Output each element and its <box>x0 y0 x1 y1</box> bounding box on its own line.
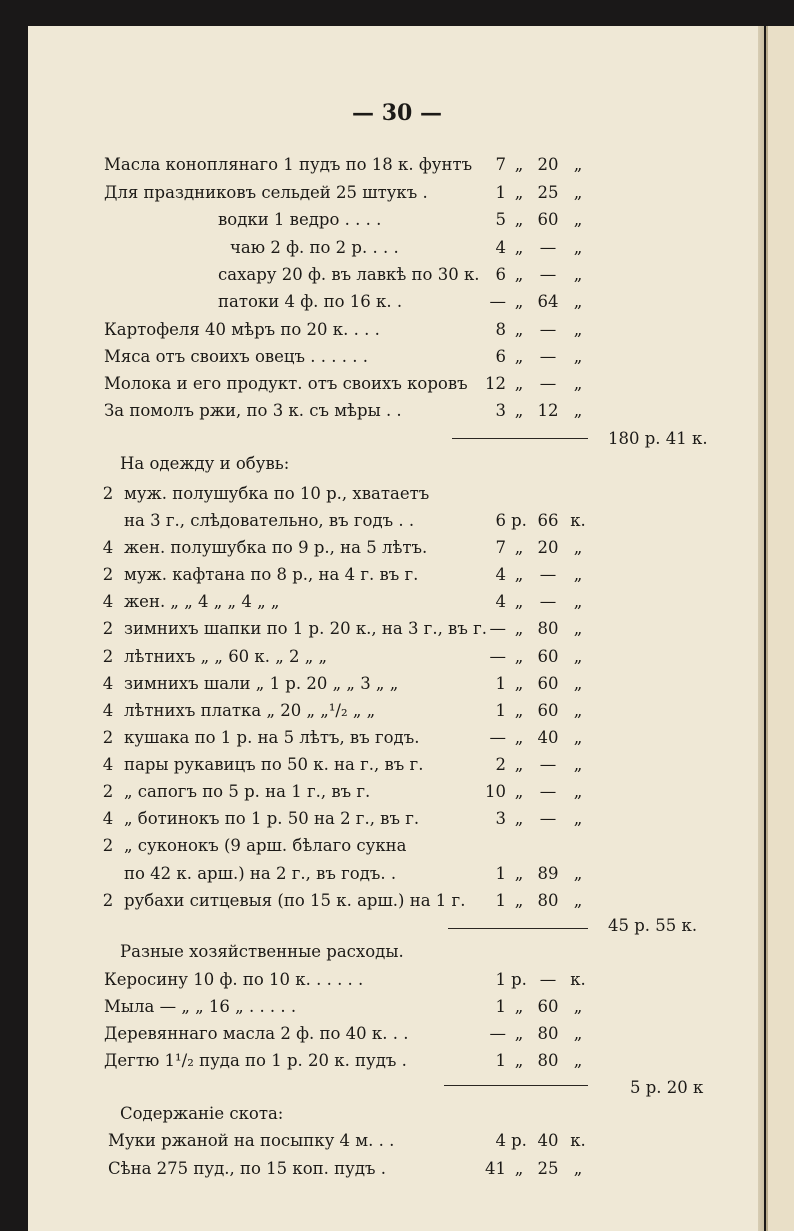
food-total: 180 р. 41 к. <box>608 429 708 448</box>
clothing-item-rubles <box>472 833 506 859</box>
clothing-item-kopecks <box>530 481 566 507</box>
food-item-label: Молока и его продукт. отъ своихъ коровъ <box>104 374 468 393</box>
clothing-item-label: лѣтнихъ „ „ 60 к. „ 2 „ „ <box>124 647 328 666</box>
clothing-item-kopecks: — <box>539 565 557 584</box>
clothing-item-separator: „ <box>514 647 524 666</box>
household-item-label: Деревяннаго масла 2 ф. по 40 к. . . <box>104 1024 409 1043</box>
food-item-kopecks: — <box>539 374 557 393</box>
livestock-item-label: Муки ржаной на посыпку 4 м. . . <box>108 1131 395 1150</box>
clothing-item-separator: „ <box>514 809 524 828</box>
food-item-kopecks: — <box>539 238 557 257</box>
food-item-rubles: 7 <box>495 155 506 174</box>
food-item-mark: „ <box>573 183 583 202</box>
clothing-item-separator: „ <box>514 891 524 910</box>
clothing-item-label: „ ботинокъ по 1 р. 50 на 2 г., въ г. <box>124 809 420 828</box>
clothing-item-qty: 2 <box>102 647 114 666</box>
livestock-item-separator: р. <box>511 1131 527 1150</box>
livestock-item-kopecks: 25 <box>537 1159 559 1178</box>
livestock-item-separator: „ <box>514 1159 524 1178</box>
household-item-mark: к. <box>570 970 586 989</box>
clothing-item-qty: 2 <box>102 891 114 910</box>
food-item-separator: „ <box>514 292 524 311</box>
food-item-mark: „ <box>573 238 583 257</box>
food-item-separator: „ <box>514 155 524 174</box>
clothing-item-qty: 2 <box>102 619 114 638</box>
food-item-mark: „ <box>573 210 583 229</box>
clothing-item-qty: 4 <box>102 755 114 774</box>
household-item-mark: „ <box>573 1024 583 1043</box>
livestock-item-mark: „ <box>573 1159 583 1178</box>
clothing-item-separator <box>508 481 530 507</box>
clothing-item-kopecks <box>530 833 566 859</box>
clothing-item-mark: „ <box>573 809 583 828</box>
clothing-subtotal-rule <box>448 928 588 929</box>
clothing-item-qty: 4 <box>102 592 114 611</box>
livestock-item-mark: к. <box>570 1131 586 1150</box>
clothing-item-mark: „ <box>573 755 583 774</box>
clothing-item-rubles: 7 <box>495 538 506 557</box>
clothing-item-separator: „ <box>514 864 524 883</box>
food-subtotal-rule <box>452 438 588 439</box>
clothing-item-separator: „ <box>514 674 524 693</box>
clothing-item-mark: „ <box>573 592 583 611</box>
food-item-separator: „ <box>514 374 524 393</box>
household-item-kopecks: — <box>539 970 557 989</box>
food-item-kopecks: 12 <box>537 401 559 420</box>
clothing-item-rubles: 1 <box>495 674 506 693</box>
clothing-item-rubles: 10 <box>485 782 506 801</box>
clothing-item-kopecks: 20 <box>537 538 559 557</box>
clothing-item-qty: 2 <box>102 836 114 855</box>
household-item-label: Керосину 10 ф. по 10 к. . . . . . <box>104 970 364 989</box>
livestock-item-label: Сѣна 275 пуд., по 15 коп. пудъ . <box>108 1159 386 1178</box>
clothing-item-rubles: 2 <box>495 755 506 774</box>
clothing-item-kopecks: 40 <box>537 728 559 747</box>
clothing-item-mark: „ <box>573 538 583 557</box>
food-item-rubles: 6 <box>495 347 506 366</box>
clothing-item-qty: 4 <box>102 538 114 557</box>
food-item-label: Картофеля 40 мѣръ по 20 к. . . . <box>104 320 380 339</box>
clothing-item-label: жен. полушубка по 9 р., на 5 лѣтъ. <box>124 538 428 557</box>
clothing-item-label: пары рукавицъ по 50 к. на г., въ г. <box>124 755 424 774</box>
food-item-separator: „ <box>514 183 524 202</box>
household-item-mark: „ <box>573 997 583 1016</box>
food-item-kopecks: 60 <box>537 210 559 229</box>
livestock-item-rubles: 4 <box>495 1131 506 1150</box>
clothing-item-rubles: — <box>489 728 506 747</box>
food-item-mark: „ <box>573 155 583 174</box>
clothing-item-rubles: 4 <box>495 565 506 584</box>
clothing-item-rubles: 4 <box>495 592 506 611</box>
food-item-kopecks: 64 <box>537 292 559 311</box>
clothing-item-separator: „ <box>514 755 524 774</box>
food-item-kopecks: — <box>539 320 557 339</box>
food-item-separator: „ <box>514 320 524 339</box>
clothing-item-label: кушака по 1 р. на 5 лѣтъ, въ годъ. <box>124 728 420 747</box>
clothing-item-qty <box>100 508 116 534</box>
clothing-item-mark: к. <box>570 511 586 530</box>
food-item-kopecks: 20 <box>537 155 559 174</box>
clothing-item-mark <box>566 833 590 859</box>
food-item-label: За помолъ ржи, по 3 к. съ мѣры . . <box>104 401 402 420</box>
food-item-mark: „ <box>573 374 583 393</box>
clothing-item-label: зимнихъ шали „ 1 р. 20 „ „ 3 „ „ <box>124 674 399 693</box>
household-subtotal-rule <box>444 1085 588 1086</box>
household-item-separator: „ <box>514 1051 524 1070</box>
clothing-item-label: муж. кафтана по 8 р., на 4 г. въ г. <box>124 565 419 584</box>
clothing-item-label: „ суконокъ (9 арш. бѣлаго сукна <box>124 836 407 855</box>
clothing-item-kopecks: 80 <box>537 619 559 638</box>
clothing-item-qty: 2 <box>102 484 114 503</box>
clothing-item-mark: „ <box>573 619 583 638</box>
clothing-item-label: по 42 к. арш.) на 2 г., въ годъ. . <box>124 864 397 883</box>
household-item-label: Дегтю 1¹/₂ пуда по 1 р. 20 к. пудъ . <box>104 1051 407 1070</box>
clothing-item-mark <box>566 481 590 507</box>
clothing-item-kopecks: — <box>539 782 557 801</box>
food-item-separator: „ <box>514 347 524 366</box>
household-item-mark: „ <box>573 1051 583 1070</box>
clothing-item-kopecks: 60 <box>537 647 559 666</box>
clothing-item-qty: 2 <box>102 565 114 584</box>
clothing-item-mark: „ <box>573 864 583 883</box>
clothing-item-qty <box>100 861 116 887</box>
clothing-item-kopecks: — <box>539 809 557 828</box>
clothing-item-label: жен. „ „ 4 „ „ 4 „ „ <box>124 592 280 611</box>
clothing-item-kopecks: 66 <box>537 511 559 530</box>
clothing-item-rubles: 1 <box>495 891 506 910</box>
clothing-item-kopecks: 80 <box>537 891 559 910</box>
food-item-kopecks: — <box>539 265 557 284</box>
food-item-rubles: 12 <box>485 374 506 393</box>
household-item-separator: „ <box>514 1024 524 1043</box>
clothing-item-rubles: 6 <box>495 511 506 530</box>
clothing-item-separator: р. <box>511 511 527 530</box>
clothing-item-separator: „ <box>514 782 524 801</box>
clothing-item-mark: „ <box>573 701 583 720</box>
household-item-separator: „ <box>514 997 524 1016</box>
food-item-label: Масла коноплянаго 1 пудъ по 18 к. фунтъ <box>104 155 473 174</box>
food-item-rubles: 6 <box>495 265 506 284</box>
household-heading: Разные хозяйственные расходы. <box>120 942 404 961</box>
clothing-item-rubles: — <box>489 619 506 638</box>
food-item-rubles: 5 <box>495 210 506 229</box>
food-item-rubles: 8 <box>495 320 506 339</box>
clothing-item-rubles: 3 <box>495 809 506 828</box>
food-item-separator: „ <box>514 238 524 257</box>
food-item-rubles: 4 <box>495 238 506 257</box>
clothing-item-kopecks: — <box>539 592 557 611</box>
clothing-item-label: лѣтнихъ платка „ 20 „ „¹/₂ „ „ <box>124 701 376 720</box>
household-item-kopecks: 80 <box>537 1024 559 1043</box>
food-item-rubles: 3 <box>495 401 506 420</box>
clothing-item-label: рубахи ситцевыя (по 15 к. арш.) на 1 г. <box>124 891 466 910</box>
food-item-label: сахару 20 ф. въ лавкѣ по 30 к. <box>218 265 480 284</box>
clothing-total: 45 р. 55 к. <box>608 916 698 935</box>
clothing-item-separator: „ <box>514 728 524 747</box>
household-total: 5 р. 20 к <box>630 1078 704 1097</box>
clothing-item-rubles: — <box>489 647 506 666</box>
clothing-item-rubles <box>472 481 506 507</box>
household-item-separator: р. <box>511 970 527 989</box>
clothing-item-kopecks: 89 <box>537 864 559 883</box>
food-item-rubles: — <box>489 292 506 311</box>
food-item-separator: „ <box>514 401 524 420</box>
household-item-label: Мыла — „ „ 16 „ . . . . . <box>104 997 297 1016</box>
clothing-item-label: муж. полушубка по 10 р., хватаетъ <box>124 484 430 503</box>
clothing-item-qty: 4 <box>102 809 114 828</box>
clothing-heading: На одежду и обувь: <box>120 454 290 473</box>
clothing-item-qty: 4 <box>102 674 114 693</box>
household-item-rubles: — <box>489 1024 506 1043</box>
page-number: — 30 — <box>352 100 442 126</box>
food-item-mark: „ <box>573 265 583 284</box>
clothing-item-qty: 2 <box>102 728 114 747</box>
food-item-separator: „ <box>514 265 524 284</box>
clothing-item-mark: „ <box>573 728 583 747</box>
food-item-mark: „ <box>573 401 583 420</box>
clothing-item-separator: „ <box>514 538 524 557</box>
clothing-item-separator: „ <box>514 619 524 638</box>
food-item-rubles: 1 <box>495 183 506 202</box>
food-item-mark: „ <box>573 292 583 311</box>
household-item-kopecks: 60 <box>537 997 559 1016</box>
clothing-item-separator: „ <box>514 565 524 584</box>
clothing-item-separator: „ <box>514 701 524 720</box>
clothing-item-mark: „ <box>573 674 583 693</box>
household-item-rubles: 1 <box>495 997 506 1016</box>
clothing-item-mark: „ <box>573 647 583 666</box>
clothing-item-label: зимнихъ шапки по 1 р. 20 к., на 3 г., въ г. <box>124 619 487 638</box>
clothing-item-kopecks: — <box>539 755 557 774</box>
clothing-item-mark: „ <box>573 782 583 801</box>
household-item-kopecks: 80 <box>537 1051 559 1070</box>
clothing-item-separator <box>508 833 530 859</box>
clothing-item-rubles: 1 <box>495 701 506 720</box>
clothing-item-mark: „ <box>573 891 583 910</box>
household-item-rubles: 1 <box>495 970 506 989</box>
clothing-item-mark: „ <box>573 565 583 584</box>
food-item-kopecks: 25 <box>537 183 559 202</box>
food-item-separator: „ <box>514 210 524 229</box>
food-item-label: Мяса отъ своихъ овецъ . . . . . . <box>104 347 368 366</box>
food-item-mark: „ <box>573 347 583 366</box>
clothing-item-label: на 3 г., слѣдовательно, въ годъ . . <box>124 511 415 530</box>
clothing-item-qty: 4 <box>102 701 114 720</box>
food-item-mark: „ <box>573 320 583 339</box>
clothing-item-kopecks: 60 <box>537 674 559 693</box>
clothing-item-kopecks: 60 <box>537 701 559 720</box>
household-item-rubles: 1 <box>495 1051 506 1070</box>
adjacent-page-edge <box>766 26 794 1231</box>
food-item-label: патоки 4 ф. по 16 к. . <box>218 292 403 311</box>
food-item-label: Для праздниковъ сельдей 25 штукъ . <box>104 183 428 202</box>
food-item-label: водки 1 ведро . . . . <box>218 210 382 229</box>
clothing-item-separator: „ <box>514 592 524 611</box>
food-item-label: чаю 2 ф. по 2 р. . . . <box>230 238 399 257</box>
clothing-item-label: „ сапогъ по 5 р. на 1 г., въ г. <box>124 782 371 801</box>
clothing-item-qty: 2 <box>102 782 114 801</box>
livestock-item-rubles: 41 <box>485 1159 506 1178</box>
food-item-kopecks: — <box>539 347 557 366</box>
livestock-item-kopecks: 40 <box>537 1131 559 1150</box>
livestock-heading: Содержаніе скота: <box>120 1104 284 1123</box>
clothing-item-rubles: 1 <box>495 864 506 883</box>
